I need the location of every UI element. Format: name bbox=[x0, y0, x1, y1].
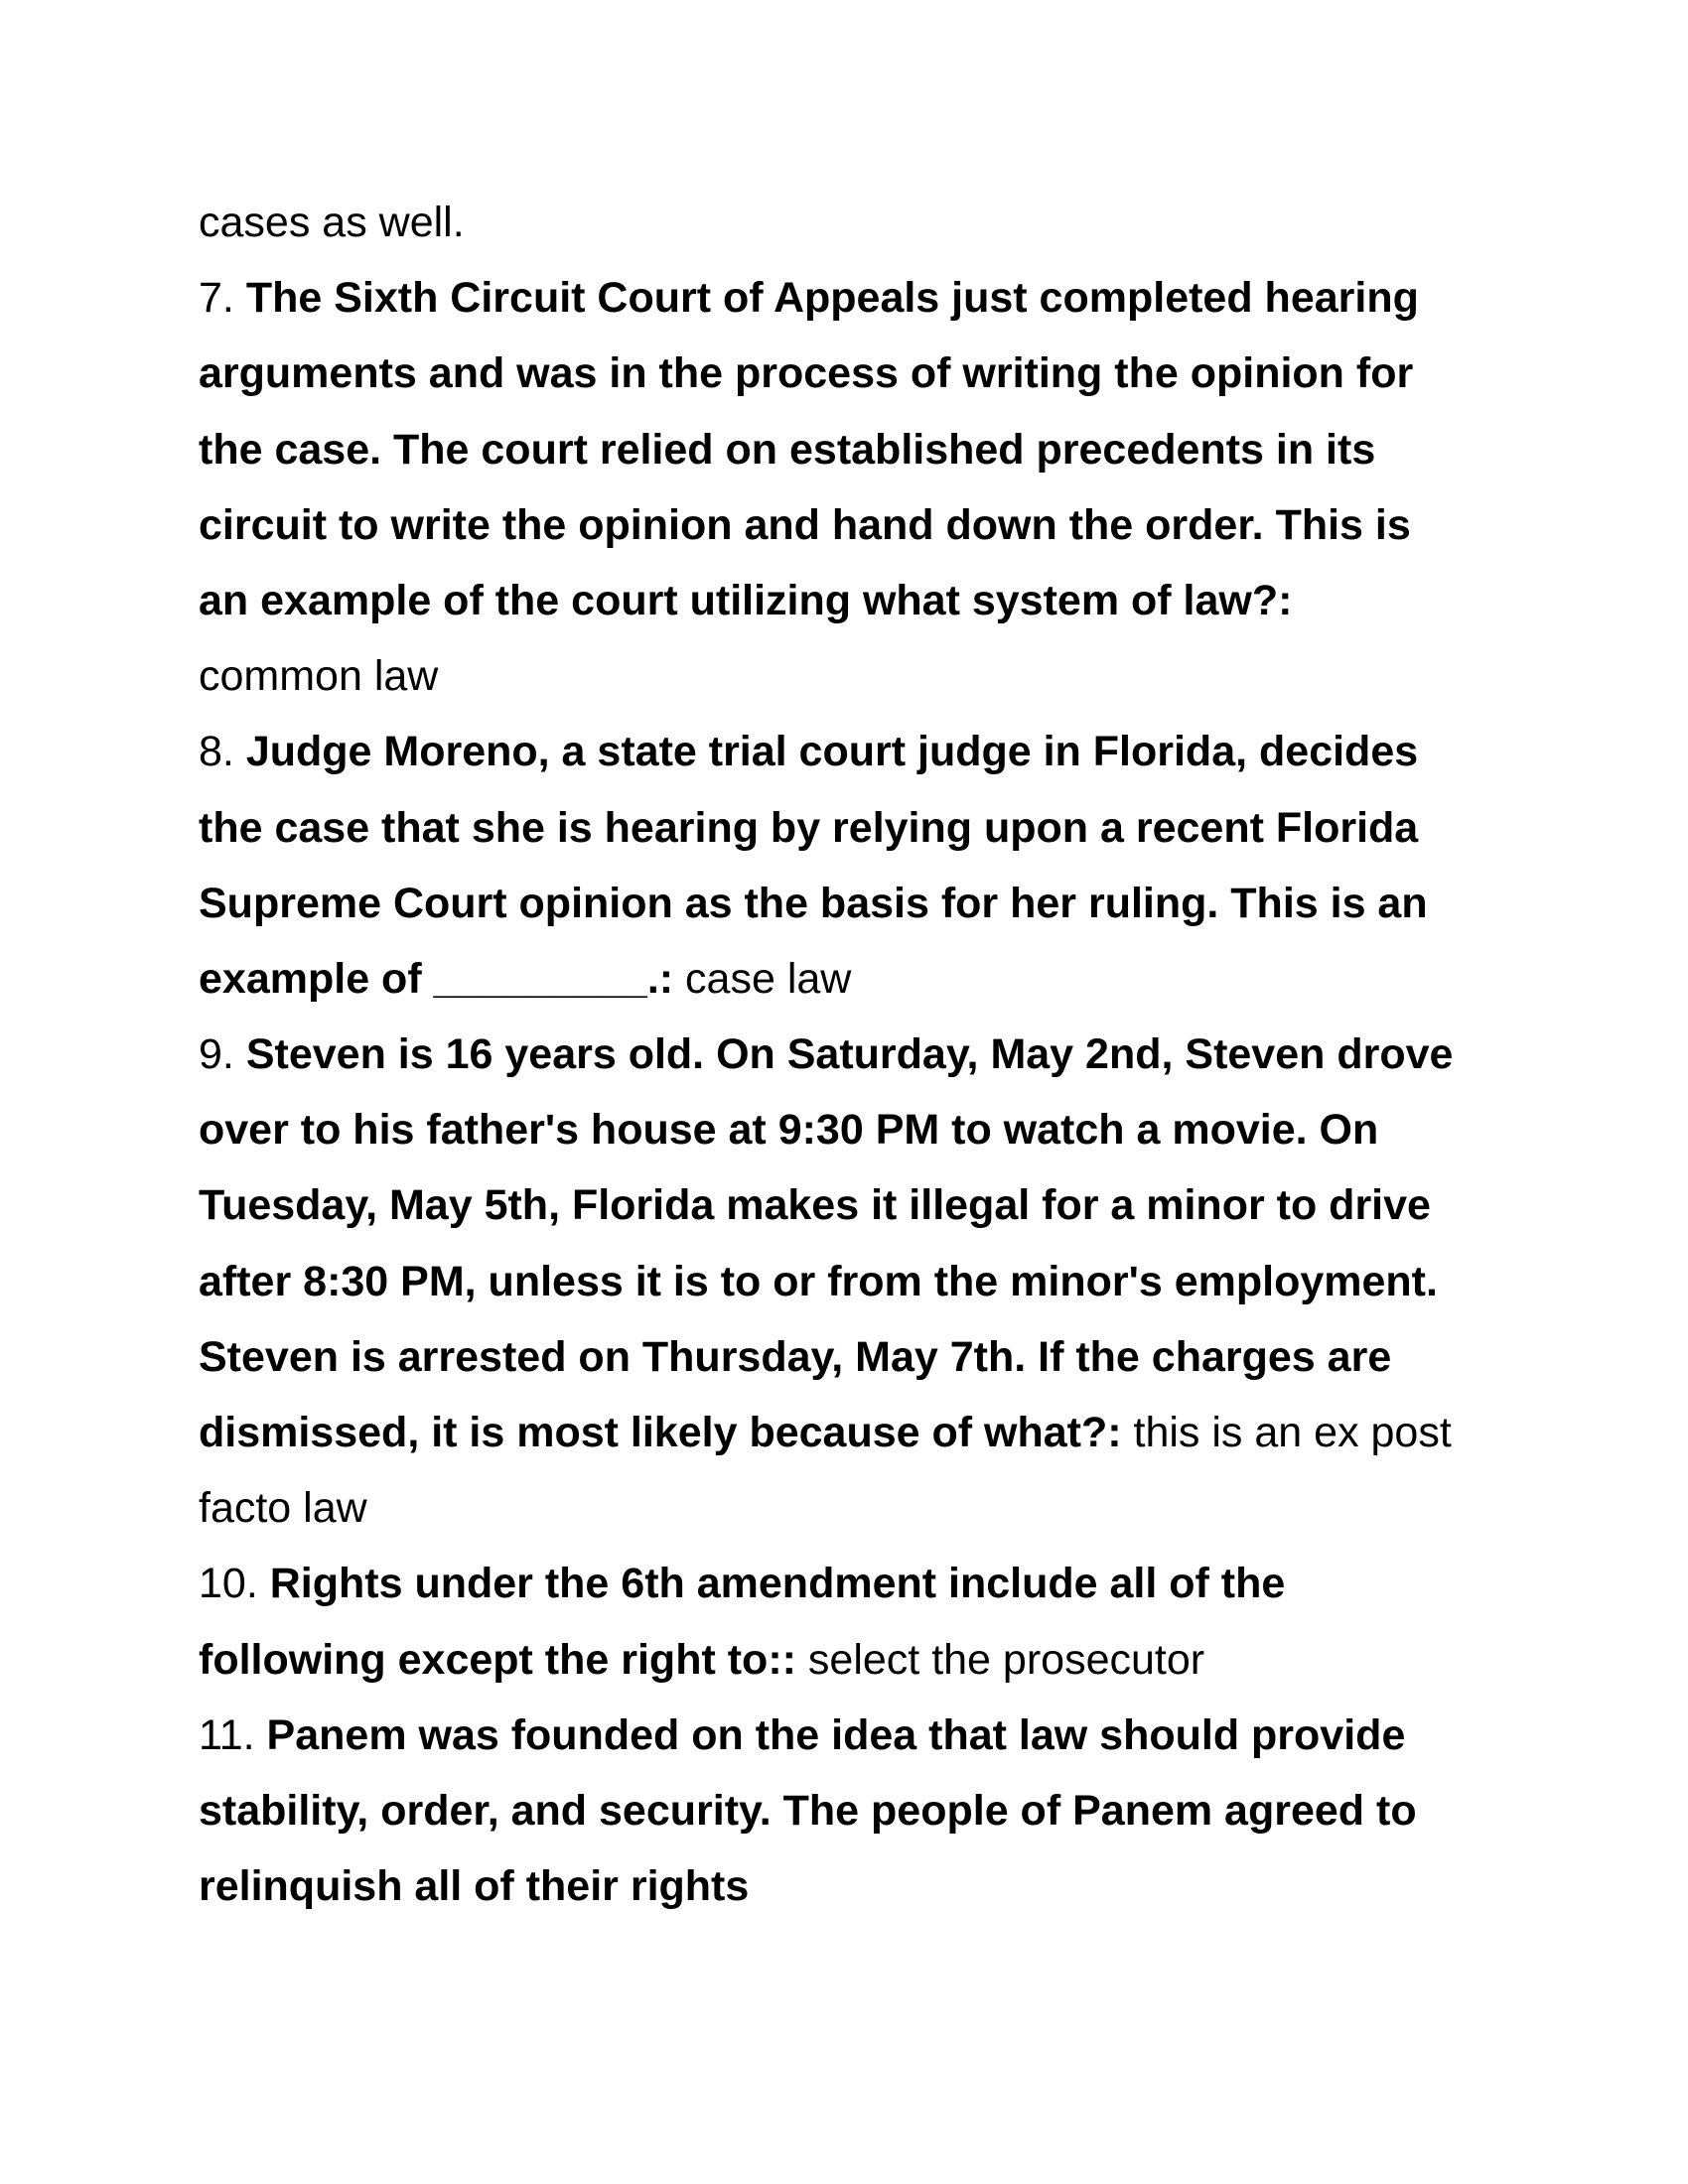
question-10-answer: select the prosecutor bbox=[807, 1635, 1205, 1684]
question-7-text-5: an example of the court utilizing what system of law?: bbox=[199, 576, 1293, 624]
question-11-text-2: stability, order, and security. The people of Panem agreed to bbox=[199, 1786, 1417, 1835]
question-7-text-4: circuit to write the opinion and hand down the order. This is bbox=[199, 500, 1411, 549]
question-7-text-3: the case. The court relied on established precedents in its bbox=[199, 425, 1376, 474]
question-7-text-2: arguments and was in the process of writing the opinion for bbox=[199, 349, 1414, 398]
question-9-number: 9. bbox=[199, 1030, 234, 1079]
question-7-text-1: The Sixth Circuit Court of Appeals just completed hearing bbox=[245, 274, 1419, 323]
question-10-text-1: Rights under the 6th amendment include all of the bbox=[269, 1560, 1286, 1608]
question-9-answer-2: facto law bbox=[199, 1484, 367, 1533]
question-8-line-1 bbox=[199, 714, 1489, 789]
continuation-text: cases as well. bbox=[199, 199, 465, 246]
question-9-text-5: Steven is arrested on Thursday, May 7th. If the charges are bbox=[199, 1332, 1392, 1381]
question-8-text-4: example of _________.: bbox=[199, 954, 674, 1003]
question-11-number: 11. bbox=[199, 1710, 255, 1759]
question-9-text-3: Tuesday, May 5th, Florida makes it illegal for a minor to drive bbox=[199, 1181, 1431, 1230]
question-8-text-1: Judge Moreno, a state trial court judge in Florida, decides bbox=[245, 728, 1419, 776]
question-9-line-1 bbox=[199, 1017, 1489, 1092]
question-11-text-1: Panem was founded on the idea that law should provide bbox=[266, 1710, 1406, 1759]
question-7-number: 7. bbox=[199, 274, 234, 323]
question-11-line-1 bbox=[199, 1698, 1489, 1773]
question-10-line-1 bbox=[199, 1546, 1489, 1621]
question-9-text-2: over to his father's house at 9:30 PM to watch a movie. On bbox=[199, 1106, 1379, 1155]
question-9-text-6: dismissed, it is most likely because of what?: bbox=[199, 1409, 1122, 1456]
question-8 bbox=[199, 714, 1489, 1017]
question-11-text-3: relinquish all of their rights bbox=[199, 1862, 750, 1911]
question-10-text-2: following except the right to:: bbox=[199, 1635, 796, 1684]
question-8-text-2: the case that she is hearing by relying upon a recent Florida bbox=[199, 803, 1419, 852]
question-11 bbox=[199, 1698, 1489, 1925]
question-8-line-4 bbox=[199, 941, 1489, 1017]
question-9-text-1: Steven is 16 years old. On Saturday, May 2nd, Steven drove bbox=[245, 1030, 1454, 1079]
document-page bbox=[199, 185, 1489, 1924]
question-9-line-6 bbox=[199, 1395, 1489, 1470]
question-10-line-2 bbox=[199, 1622, 1489, 1698]
question-8-text-3: Supreme Court opinion as the basis for her ruling. This is an bbox=[199, 879, 1428, 927]
question-9-answer-1: this is an ex post bbox=[1133, 1409, 1452, 1456]
question-10-number: 10. bbox=[199, 1560, 258, 1608]
question-8-answer: case law bbox=[685, 954, 852, 1003]
question-7-line-1 bbox=[199, 260, 1489, 336]
question-9-text-4: after 8:30 PM, unless it is to or from the minor's employment. bbox=[199, 1257, 1438, 1305]
question-10 bbox=[199, 1546, 1489, 1697]
question-9 bbox=[199, 1017, 1489, 1546]
question-7-answer: common law bbox=[199, 652, 439, 701]
question-8-number: 8. bbox=[199, 728, 234, 776]
question-7 bbox=[199, 260, 1489, 714]
